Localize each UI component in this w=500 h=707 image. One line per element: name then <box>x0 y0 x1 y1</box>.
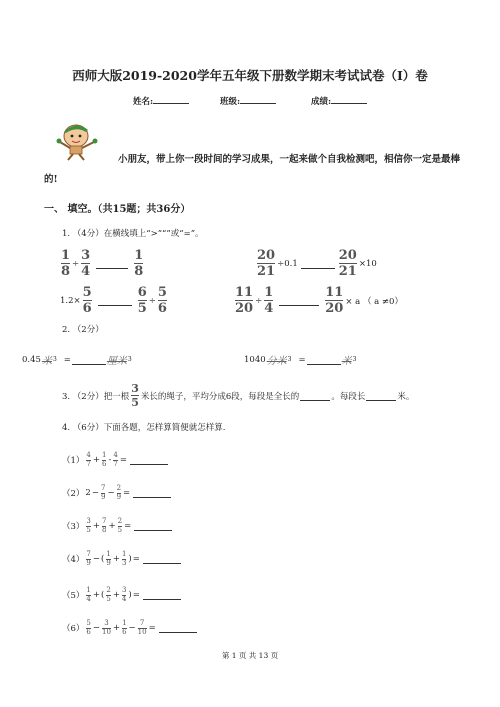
item-number: （4） <box>62 555 85 565</box>
operator: = <box>132 590 140 600</box>
class-blank[interactable] <box>240 94 276 104</box>
q1-expr-c: 1.2× $\frac{5}{6}$ $\frac{6}{5}$ ÷ $\frac{5}{6}$ <box>60 285 167 316</box>
fraction: $\frac{1}{4}$ <box>264 285 274 316</box>
fraction: $\frac{1}{8}$ <box>61 248 71 279</box>
answer-blank[interactable] <box>301 259 335 269</box>
fraction: $\frac{20}{21}$ <box>257 248 276 279</box>
mascot-illustration <box>48 120 100 162</box>
q1-expr-a: $\frac{1}{8}$ ÷ $\frac{3}{4}$ $\frac{1}{8}$ <box>61 248 144 279</box>
operator: + <box>92 521 101 531</box>
q4-stem: 4. （6分）下面各题，怎样算简便就怎样算. <box>62 423 226 433</box>
fraction: 7 9 <box>100 484 106 501</box>
fraction: 7 9 <box>86 550 91 567</box>
score-label: 成绩: <box>311 97 332 107</box>
fraction: 3 5 <box>86 517 91 534</box>
answer-blank[interactable] <box>133 488 171 498</box>
answer-blank[interactable] <box>130 455 168 465</box>
q2-stem: 2. （2分） <box>62 325 104 335</box>
fraction: 1 6 <box>122 619 127 636</box>
fraction: $\frac{20}{21}$ <box>338 248 357 279</box>
answer-blank[interactable] <box>159 623 197 633</box>
operator: − <box>92 554 101 564</box>
fraction: 2 9 <box>116 484 122 501</box>
item-number: （2） <box>62 489 85 499</box>
q4-item <box>62 452 168 468</box>
operator: − <box>92 623 101 633</box>
fraction: $\frac{11}{20}$ <box>235 285 254 316</box>
intro-line-2: 的! <box>44 174 58 185</box>
fraction: 1 6 <box>102 451 107 468</box>
q1-expr-d: $\frac{11}{20}$ ÷ $\frac{1}{4}$ $\frac{11}{20}$ × a （ a ≠0） <box>235 285 403 316</box>
fraction: $\frac{5}{6}$ <box>82 285 92 316</box>
operator: = <box>124 521 132 531</box>
fraction: $\frac{11}{20}$ <box>325 285 344 316</box>
fraction: $\frac{6}{5}$ <box>137 285 147 316</box>
item-number: （1） <box>62 456 85 466</box>
q2-expr-left: 0.45 米 3 = 厘米 3 <box>22 354 132 367</box>
answer-blank[interactable] <box>98 296 132 306</box>
q3: 3. （2分）把一根 $\frac{3}{5}$ 米长的绳子，平均分成6段，每段是全长的 。每段长 米。 <box>62 382 415 409</box>
fraction: 1 3 <box>121 550 127 567</box>
fraction: 5 6 <box>86 619 91 636</box>
operator: = <box>132 554 140 564</box>
q4-item <box>62 620 197 636</box>
answer-blank[interactable] <box>134 521 172 531</box>
answer-blank[interactable] <box>143 554 181 564</box>
answer-blank[interactable] <box>72 355 106 365</box>
operator: - <box>108 455 112 465</box>
fraction: 4 7 <box>113 451 118 468</box>
answer-blank[interactable] <box>300 391 330 401</box>
operator: = <box>123 488 131 498</box>
class-label: 班级: <box>220 97 241 107</box>
fraction: 1 4 <box>86 586 91 603</box>
q4-item <box>62 518 172 534</box>
q2-expr-right: 1040 分米 3 = 米 3 <box>244 354 357 367</box>
answer-blank[interactable] <box>96 259 128 269</box>
fraction: 2 5 <box>117 517 123 534</box>
item-number: （3） <box>62 522 85 532</box>
operator: − <box>107 488 115 498</box>
operator: + <box>112 554 120 564</box>
q1-stem: 1. （4分）在横线填上“>”“”或“=”。 <box>62 229 204 239</box>
operator: ) <box>128 554 132 564</box>
fraction: 3 4 <box>121 586 127 603</box>
operator: + <box>108 521 116 531</box>
fraction: $\frac{5}{6}$ <box>157 285 167 316</box>
fraction: $\frac{3}{5}$ <box>131 382 139 409</box>
fraction: 4 7 <box>86 451 91 468</box>
fraction: 3 10 <box>102 619 111 636</box>
item-number: （5） <box>62 591 85 601</box>
page-title: 西师大版2019-2020学年五年级下册数学期末考试试卷（I）卷 <box>72 68 428 83</box>
operator: ) <box>128 590 132 600</box>
operator: ( <box>101 554 105 564</box>
name-label: 姓名: <box>133 97 154 107</box>
fraction: 2 5 <box>106 586 111 603</box>
q4-item <box>62 551 181 567</box>
answer-blank[interactable] <box>366 391 396 401</box>
score-blank[interactable] <box>331 94 367 104</box>
item-number: （6） <box>62 624 85 634</box>
fraction: 7 10 <box>137 619 147 636</box>
operator: = <box>148 623 156 633</box>
page-footer: 第 1 页 共 13 页 <box>221 651 279 660</box>
operator: 2 <box>85 488 91 498</box>
answer-blank[interactable] <box>307 355 341 365</box>
operator: − <box>91 488 99 498</box>
fraction: $\frac{3}{4}$ <box>81 248 91 279</box>
class-field <box>220 94 276 107</box>
q1-expr-b: $\frac{20}{21}$ ÷0.1 $\frac{20}{21}$ ×10 <box>257 248 377 279</box>
operator: − <box>128 623 136 633</box>
fraction: 1 9 <box>106 550 111 567</box>
operator: ( <box>101 590 105 600</box>
operator: + <box>92 455 101 465</box>
section-heading: 一、 填空。（共15题；共36分） <box>44 204 191 215</box>
answer-blank[interactable] <box>279 296 319 306</box>
answer-blank[interactable] <box>143 590 181 600</box>
operator: + <box>112 623 121 633</box>
operator: = <box>119 455 127 465</box>
q4-item <box>62 485 171 501</box>
score-field <box>311 94 367 107</box>
intro-line-1: 小朋友，带上你一段时间的学习成果，一起来做个自我检测吧，相信你一定是最棒 <box>118 154 461 165</box>
name-blank[interactable] <box>153 94 189 104</box>
fraction: $\frac{1}{8}$ <box>134 248 144 279</box>
operator: + <box>112 590 120 600</box>
name-field <box>133 94 189 107</box>
q4-item <box>62 587 181 603</box>
fraction: 7 8 <box>102 517 107 534</box>
operator: + <box>92 590 101 600</box>
